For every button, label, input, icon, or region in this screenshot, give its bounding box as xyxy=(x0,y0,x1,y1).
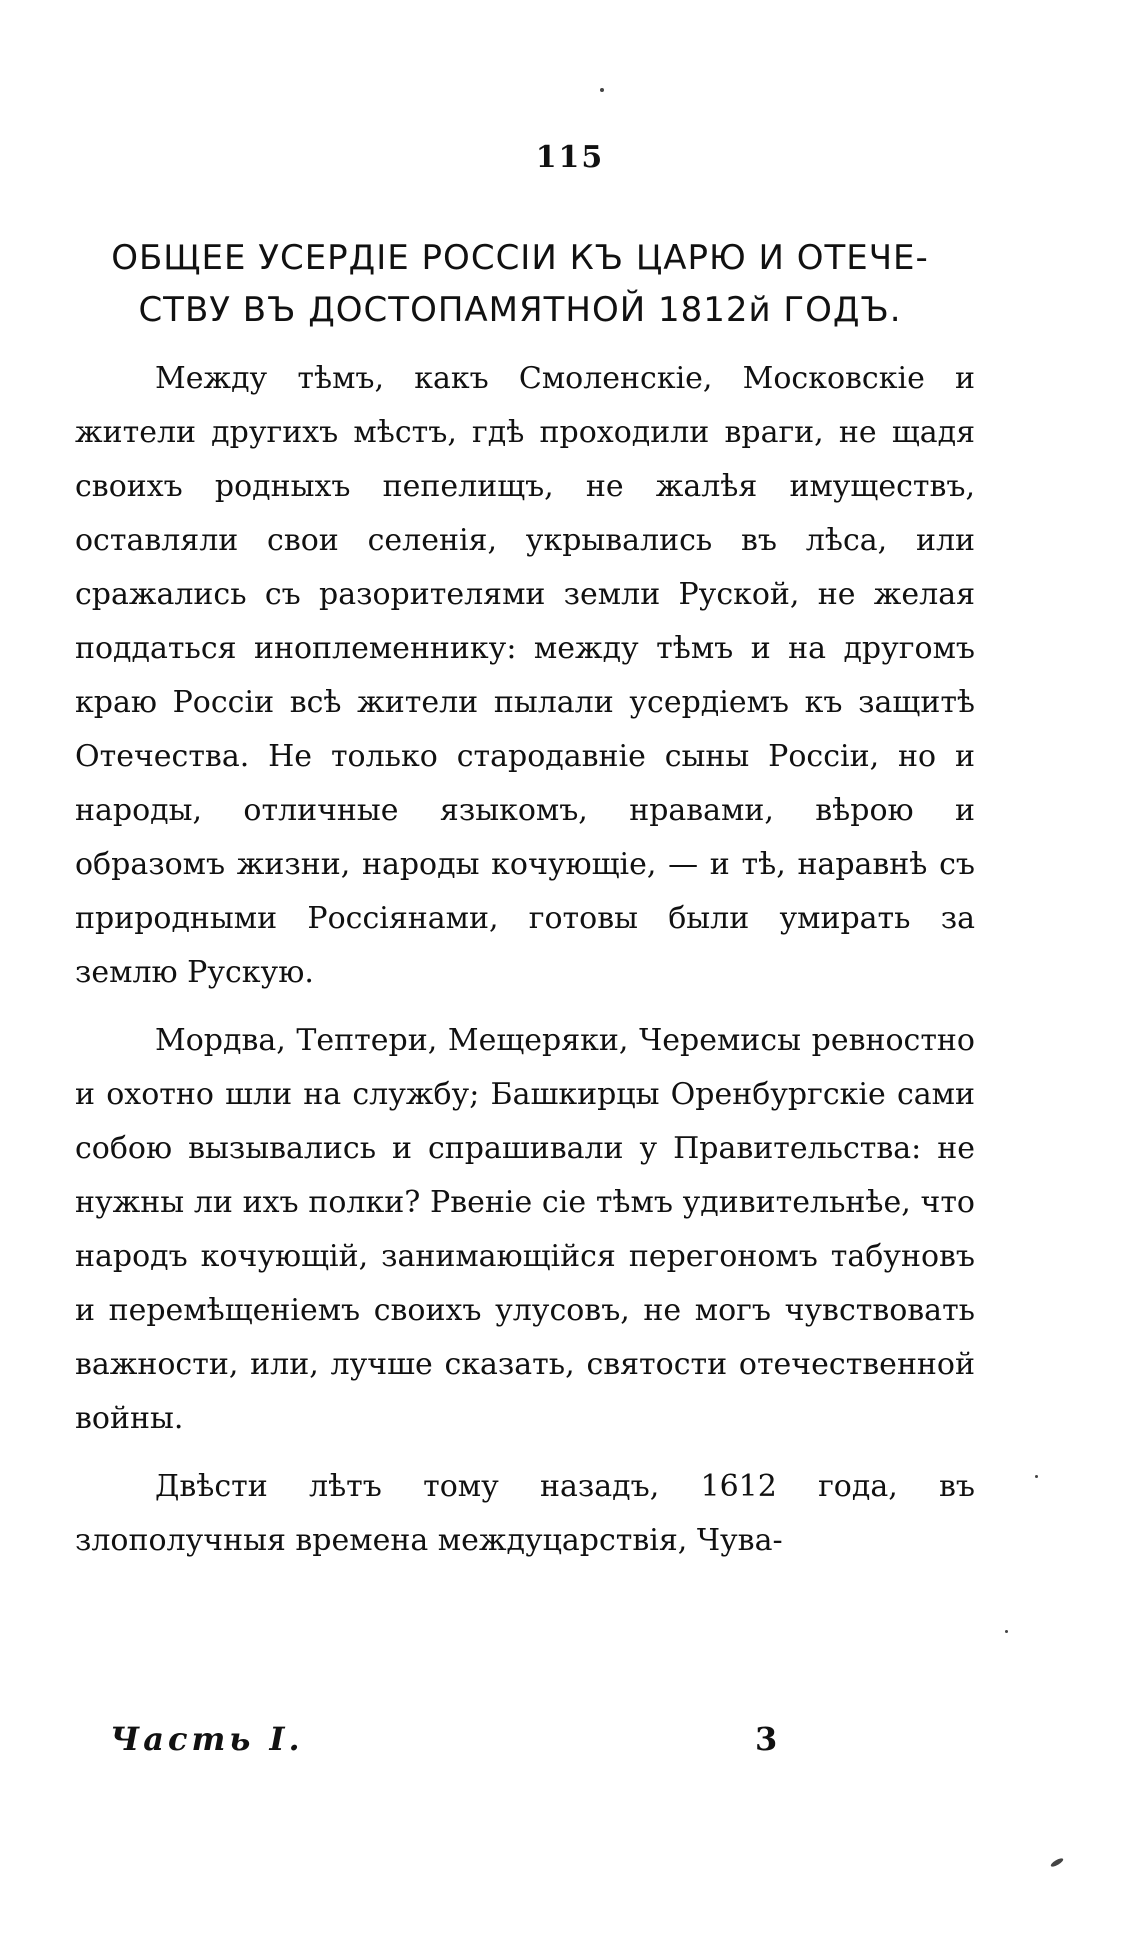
chapter-title-line-2: СТВУ ВЪ ДОСТОПАМЯТНОЙ 1812й ГОДЪ. xyxy=(138,290,902,330)
print-speck xyxy=(1005,1630,1008,1633)
print-speck xyxy=(600,88,604,92)
part-label: Часть I. xyxy=(110,1720,304,1758)
signature-mark: 3 xyxy=(755,1720,778,1758)
chapter-title xyxy=(70,232,970,336)
paragraph-1: Между тѣмъ, какъ Смоленскіе, Московскіе и жители другихъ мѣстъ, гдѣ проходили враги, не щадя своихъ родныхъ пепелищъ, не жалѣя имуществъ, оставляли свои селенія, укрывались въ лѣса, или сражались съ разорителями земли Руской, не желая поддаться иноплеменнику: между тѣмъ и на другомъ краю Россіи всѣ жители пылали усердіемъ къ защитѣ Отечества. Не только стародавніе сыны Россіи, но и народы, отличные языкомъ, нравами, вѣрою и образомъ жизни, народы кочующіе, — и тѣ, наравнѣ съ природными Россіянами, готовы были умирать за землю Рускую. xyxy=(75,361,975,990)
paragraph-3: Двѣсти лѣтъ тому назадъ, 1612 года, въ злополучныя времена междуцарствія, Чува- xyxy=(75,1469,975,1558)
print-speck xyxy=(1050,1857,1065,1868)
print-speck xyxy=(1035,1475,1038,1478)
chapter-title-line-1: ОБЩЕЕ УСЕРДІЕ РОССІИ КЪ ЦАРЮ И ОТЕЧЕ- xyxy=(111,238,929,278)
page-number: 115 xyxy=(535,140,605,175)
paragraph-2: Мордва, Тептери, Мещеряки, Черемисы ревностно и охотно шли на службу; Башкирцы Оренбургскіе сами собою вызывались и спрашивали у Правительства: не нужны ли ихъ полки? Рвеніе сіе тѣмъ удивительнѣе, что народъ кочующій, занимающійся перегономъ табуновъ и перемѣщеніемъ своихъ улусовъ, не могъ чувствовать важности, или, лучше сказать, святости отечественной войны. xyxy=(75,1023,975,1436)
footer-part-label xyxy=(110,1720,810,1758)
body-text xyxy=(75,352,975,1568)
